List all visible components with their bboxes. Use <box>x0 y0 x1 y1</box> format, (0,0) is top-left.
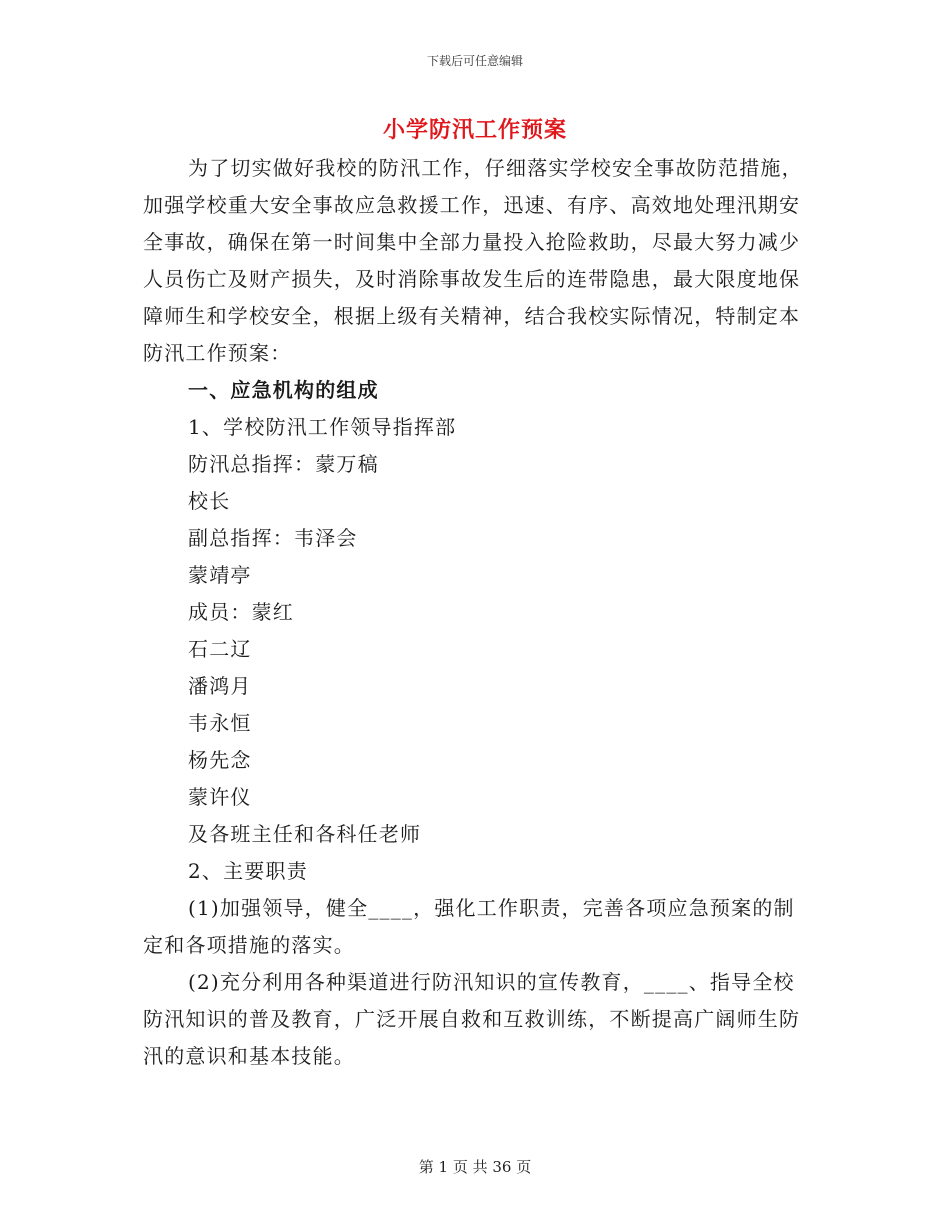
member-item: 韦永恒 <box>188 711 252 735</box>
commander-title: 校长 <box>188 489 231 513</box>
deputy-second-line: 蒙靖亭 <box>188 563 252 587</box>
duty-paragraph: (1)加强领导，健全____，强化工作职责，完善各项应急预案的制定和各项措施的落实。 <box>143 896 795 957</box>
member-item: 石二辽 <box>188 637 252 661</box>
section-heading: 一、应急机构的组成 <box>188 378 379 402</box>
header-note: 下载后可任意编辑 <box>426 54 523 68</box>
subsection-heading: 2、主要职责 <box>188 859 308 883</box>
page-footer: 第 1 页 共 36 页 <box>418 1158 532 1176</box>
deputy-line: 副总指挥：韦泽会 <box>188 526 358 550</box>
commander-line: 防汛总指挥：蒙万稿 <box>188 452 379 476</box>
document-body <box>143 150 808 1075</box>
page-title: 小学防汛工作预案 <box>382 117 567 143</box>
member-item: 蒙许仪 <box>188 785 252 809</box>
duty-paragraph: (2)充分利用各种渠道进行防汛知识的宣传教育，____、指导全校防汛知识的普及教育，广泛开展自救和互救训练，不断提高广阔师生防汛的意识和基本技能。 <box>143 970 801 1068</box>
member-item: 杨先念 <box>188 748 252 772</box>
members-line: 成员：蒙红 <box>188 600 294 624</box>
member-item: 及各班主任和各科任老师 <box>188 822 422 846</box>
member-item: 潘鸿月 <box>188 674 252 698</box>
intro-paragraph: 为了切实做好我校的防汛工作，仔细落实学校安全事故防范措施，加强学校重大安全事故应急救援工作，迅速、有序、高效地处理汛期安全事故，确保在第一时间集中全部力量投入抢险救助，尽最大努力减少人员伤亡及财产损失，及时消除事故发生后的连带隐患，最大限度地保障师生和学校安全，根据上级有关精神，结合我校实际情况，特制定本防汛工作预案： <box>143 156 803 365</box>
subsection-heading: 1、学校防汛工作领导指挥部 <box>188 415 457 439</box>
